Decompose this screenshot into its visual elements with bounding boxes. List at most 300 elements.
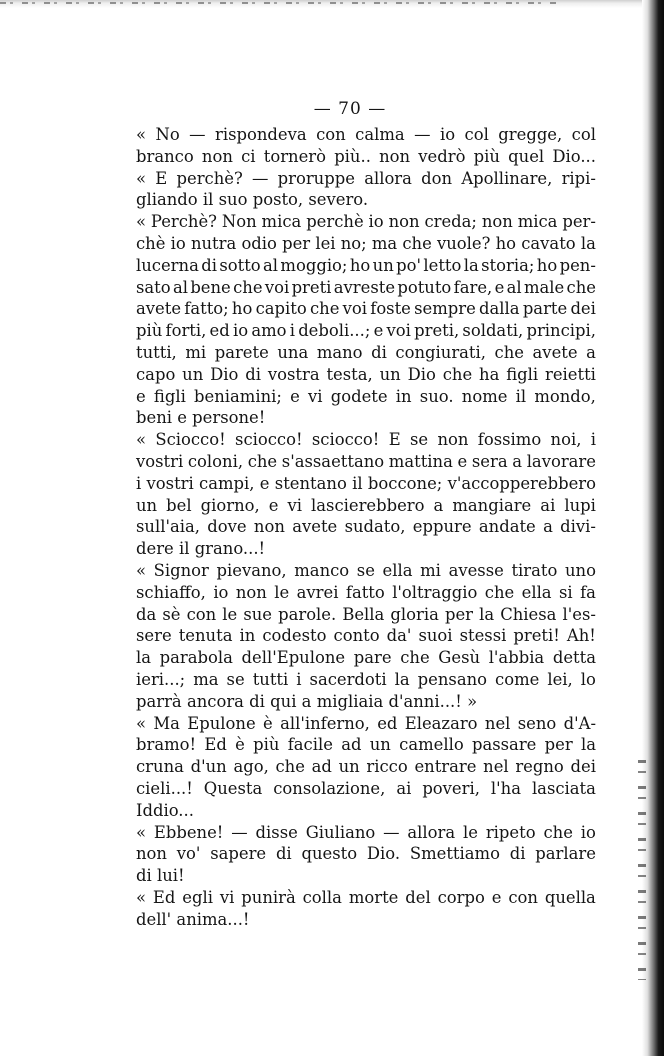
word: dell'Epulone	[241, 648, 346, 668]
word: entrare	[414, 757, 477, 777]
word: tenuta	[178, 626, 233, 646]
word: allora	[407, 822, 456, 842]
word: per	[444, 604, 473, 624]
word: Non	[221, 212, 257, 232]
text-line	[136, 189, 596, 211]
word: sè	[162, 604, 181, 624]
word: e	[268, 495, 279, 515]
word: in	[395, 386, 412, 406]
word: il	[202, 190, 214, 210]
text-line	[136, 124, 596, 146]
word: pare	[353, 648, 392, 668]
word: foste	[370, 299, 411, 319]
word: non	[201, 146, 233, 166]
word: consolazione,	[273, 778, 386, 798]
word: si	[559, 582, 573, 602]
text-line	[136, 298, 596, 320]
word: conto	[333, 626, 380, 646]
word: s'assaettano	[281, 451, 385, 471]
word: sere	[136, 626, 172, 646]
word: «	[136, 713, 147, 733]
word: ai	[396, 778, 412, 798]
word: non	[379, 146, 411, 166]
word: capito	[255, 299, 307, 319]
word: lascierebbero	[311, 495, 425, 515]
word: preti!	[513, 626, 560, 646]
word: parte	[522, 299, 568, 319]
word: col	[571, 125, 596, 144]
word: branco	[136, 146, 194, 166]
word: Dio.	[366, 844, 401, 864]
word: Signor	[153, 560, 209, 580]
word: lucerna	[136, 255, 199, 275]
text-line	[136, 451, 596, 473]
word: in	[239, 626, 256, 646]
word: perchè?	[176, 168, 243, 188]
word: che	[247, 451, 278, 471]
word: punirà	[241, 887, 296, 907]
word: gliando	[136, 190, 198, 210]
word: Ma	[153, 713, 180, 733]
word: non	[481, 212, 513, 232]
word: colla	[302, 887, 342, 907]
word: vo'	[176, 844, 201, 864]
word: mi	[420, 560, 441, 580]
word: l'oltraggio	[392, 582, 478, 602]
word: sacerdoti	[309, 669, 387, 689]
word: cieli...!	[136, 778, 193, 798]
word: l'es-	[562, 604, 596, 624]
word: io	[580, 822, 596, 842]
word: del	[405, 887, 431, 907]
word: regno	[515, 757, 564, 777]
page-number: — 70 —	[313, 99, 387, 119]
word: lei	[315, 233, 336, 253]
word: perchè	[306, 212, 364, 232]
word: che	[543, 822, 573, 842]
word: suo	[218, 190, 248, 210]
text-line	[136, 277, 596, 299]
word: Giuliano	[305, 822, 376, 842]
word: giorno,	[200, 495, 260, 515]
word: avrei	[296, 582, 339, 602]
word: i	[136, 473, 142, 493]
word: mondo,	[534, 386, 596, 406]
word: divi-	[560, 517, 596, 537]
word: non	[253, 517, 285, 537]
word: Sciocco!	[155, 430, 226, 450]
word: sato	[136, 277, 171, 297]
word: mattina	[388, 451, 453, 471]
word: grano...!	[194, 539, 266, 559]
word: lasciata	[531, 778, 596, 798]
word: ricco	[366, 757, 408, 777]
word: egli	[182, 887, 213, 907]
word: gregge,	[498, 125, 563, 144]
word: «	[136, 822, 147, 842]
word: la	[394, 669, 410, 689]
word: seno	[517, 713, 557, 733]
word: di	[249, 691, 265, 711]
word: Dio	[407, 364, 436, 384]
word: io	[170, 233, 186, 253]
word: eppure	[412, 517, 472, 537]
word: a	[586, 342, 596, 362]
word: non	[437, 430, 469, 450]
word: è	[263, 713, 273, 733]
word: che	[442, 364, 473, 384]
word: il	[352, 473, 363, 493]
word: pen-	[559, 255, 596, 275]
word: —	[231, 822, 248, 842]
word: d'un	[190, 757, 227, 777]
word: Ed	[152, 887, 176, 907]
word: le	[274, 582, 290, 602]
word: parabola	[159, 648, 233, 668]
word: di	[245, 364, 262, 384]
word: la	[479, 604, 495, 624]
word: ho	[231, 299, 253, 319]
text-line	[136, 429, 596, 451]
word: i	[289, 321, 295, 341]
word: un	[369, 735, 391, 755]
word: di	[275, 844, 292, 864]
word: e	[494, 277, 505, 297]
word: migliaia	[316, 691, 384, 711]
text-line	[136, 582, 596, 604]
word: Chiesa	[500, 604, 557, 624]
word: Iddio...	[136, 800, 194, 820]
word: suoi	[418, 626, 453, 646]
text-line	[136, 516, 596, 538]
word: lupi	[564, 495, 596, 515]
text-line	[136, 146, 596, 168]
word: dove	[207, 517, 247, 537]
word: Ah!	[566, 626, 596, 646]
word: un	[182, 364, 204, 384]
word: ed	[377, 713, 398, 733]
word: Gesù	[438, 648, 481, 668]
word: storia;	[481, 255, 535, 275]
word: beniamini;	[194, 386, 282, 406]
word: potuto	[397, 277, 452, 297]
word: parole.	[278, 604, 337, 624]
word: col	[464, 125, 489, 144]
word: anima...!	[176, 909, 250, 929]
word: Eleazaro	[404, 713, 478, 733]
word: fossimo	[477, 430, 542, 450]
word: e	[373, 321, 384, 341]
word: Smettiamo	[409, 844, 500, 864]
word: —	[414, 125, 431, 144]
word: andate	[478, 517, 536, 537]
word: stessi	[459, 626, 507, 646]
word: se	[410, 430, 429, 450]
word: al	[172, 277, 188, 297]
text-line	[136, 778, 596, 800]
word: avesse	[448, 560, 504, 580]
word: creda;	[424, 212, 477, 232]
text-line	[136, 691, 596, 713]
word: che	[494, 342, 524, 362]
word: io	[213, 582, 229, 602]
word: lui!	[156, 866, 185, 886]
word: passare	[471, 735, 537, 755]
word: ripeto	[485, 822, 536, 842]
word: nel	[484, 713, 511, 733]
text-line	[136, 233, 596, 255]
word: al	[506, 277, 522, 297]
word: Perchè?	[150, 212, 217, 232]
word: campi,	[199, 473, 255, 493]
word: suo.	[419, 386, 454, 406]
word: tutti	[252, 669, 289, 689]
word: vedrò	[418, 146, 466, 166]
word: vostri	[146, 473, 194, 493]
word: io	[368, 212, 384, 232]
word: e	[136, 386, 146, 406]
word: soldati,	[462, 321, 524, 341]
word: proruppe	[277, 168, 355, 188]
word: io	[232, 321, 249, 341]
word: che	[309, 299, 340, 319]
word: testa,	[326, 364, 373, 384]
word: coloni,	[187, 451, 244, 471]
word: ella	[382, 560, 413, 580]
word: sapere	[210, 844, 267, 864]
word: Epulone	[187, 713, 256, 733]
text-line	[136, 800, 596, 822]
word: parlare	[535, 844, 596, 864]
word: nutra	[190, 233, 237, 253]
word: i	[590, 430, 596, 450]
word: No	[155, 125, 180, 144]
word: lavorare	[526, 451, 596, 471]
word: detta	[552, 648, 596, 668]
text-line	[136, 604, 596, 626]
word: ad	[341, 735, 362, 755]
word: cruna	[136, 757, 184, 777]
text-line	[136, 168, 596, 190]
word: più	[473, 146, 500, 166]
word: e	[290, 386, 300, 406]
word: manco	[294, 560, 350, 580]
text-line	[136, 342, 596, 364]
text-line	[136, 560, 596, 582]
word: non	[136, 844, 167, 864]
word: questo	[301, 844, 358, 864]
word: da	[136, 604, 157, 624]
word: «	[136, 430, 147, 450]
word: pievano,	[216, 560, 287, 580]
word: capo	[136, 364, 176, 384]
word: fare,	[453, 277, 493, 297]
word: figli	[506, 364, 539, 384]
word: Bella	[342, 604, 385, 624]
word: preti	[291, 277, 332, 297]
text-line	[136, 909, 596, 931]
word: che	[275, 757, 305, 777]
word: chè	[136, 233, 166, 253]
word: non	[388, 212, 420, 232]
word: dei	[570, 757, 596, 777]
word: beni	[136, 408, 172, 428]
word: E	[388, 430, 401, 450]
word: d'anni...!	[388, 691, 462, 711]
word: ancora	[186, 691, 244, 711]
word: ho	[495, 233, 517, 253]
word: —	[189, 125, 206, 144]
word: sciocco!	[235, 430, 303, 450]
word: severo.	[308, 190, 369, 210]
word: un	[379, 364, 401, 384]
word: dere	[136, 539, 174, 559]
word: gloria	[390, 604, 439, 624]
word: una	[277, 342, 309, 362]
word: quel	[508, 146, 545, 166]
word: per-	[562, 212, 596, 232]
word: principi,	[526, 321, 596, 341]
word: e	[259, 473, 270, 493]
text-line	[136, 669, 596, 691]
word: quella	[544, 887, 596, 907]
word: avete	[292, 517, 338, 537]
word: poveri,	[422, 778, 480, 798]
word: ripi-	[561, 168, 596, 188]
word: ad	[311, 757, 332, 777]
word: le	[463, 822, 478, 842]
text-line	[136, 211, 596, 233]
word: che	[566, 277, 596, 297]
word: «	[136, 887, 147, 907]
word: mi	[185, 342, 207, 362]
text-line	[136, 538, 596, 560]
word: odio	[241, 233, 277, 253]
word: ma	[193, 669, 219, 689]
word: da'	[386, 626, 412, 646]
word: le	[222, 604, 238, 624]
word: e	[491, 887, 502, 907]
word: codesto	[262, 626, 327, 646]
word: persone!	[192, 408, 266, 428]
text-line	[136, 734, 596, 756]
word: «	[136, 125, 147, 144]
word: male	[523, 277, 565, 297]
word: i	[296, 669, 302, 689]
word: avreste	[333, 277, 396, 297]
word: sue	[243, 604, 272, 624]
text-line	[136, 647, 596, 669]
word: più	[253, 735, 280, 755]
scan-top-scratch	[0, 2, 560, 4]
word: a	[512, 451, 523, 471]
word: letto	[423, 255, 462, 275]
word: parrà	[136, 691, 182, 711]
word: dalla	[479, 299, 520, 319]
word: Ebbene!	[153, 822, 224, 842]
word: fatto;	[184, 299, 229, 319]
word: v'accopperebbero	[447, 473, 596, 493]
word: con	[186, 604, 217, 624]
word: Ed	[204, 735, 227, 755]
word: che	[402, 233, 432, 253]
word: mica	[261, 212, 302, 232]
word: corpo	[437, 887, 485, 907]
text-line	[136, 255, 596, 277]
word: avete	[532, 342, 578, 362]
word: che	[233, 277, 263, 297]
word: «	[136, 560, 147, 580]
word: ieri...;	[136, 669, 186, 689]
word: disse	[255, 822, 298, 842]
word: morte	[348, 887, 399, 907]
word: rispondeva	[215, 125, 307, 144]
word: che	[400, 648, 430, 668]
word: ha	[479, 364, 500, 384]
word: ago,	[233, 757, 269, 777]
word: a	[301, 691, 312, 711]
word: ed	[209, 321, 230, 341]
word: voi	[264, 277, 290, 297]
word: vi	[219, 887, 235, 907]
text-line	[136, 887, 596, 909]
text-line	[136, 713, 596, 735]
word: posto,	[252, 190, 304, 210]
word: noi,	[550, 430, 582, 450]
text-line	[136, 407, 596, 429]
text-line	[136, 364, 596, 386]
word: dei	[570, 299, 596, 319]
word: fatto	[345, 582, 385, 602]
word: un	[136, 495, 158, 515]
word: al	[263, 255, 279, 275]
word: la	[580, 233, 596, 253]
word: voi	[342, 299, 368, 319]
word: moggio;	[280, 255, 348, 275]
word: figli	[153, 386, 186, 406]
word: no;	[340, 233, 367, 253]
word: fa	[580, 582, 596, 602]
word: vi	[308, 386, 323, 406]
word: con	[508, 887, 538, 907]
word: io	[439, 125, 456, 144]
word: pensano	[417, 669, 488, 689]
word: vi	[287, 495, 302, 515]
word: parete	[214, 342, 269, 362]
word: a	[433, 495, 444, 515]
word: nome	[461, 386, 508, 406]
word: dell'	[136, 909, 172, 929]
word: —	[383, 822, 400, 842]
word: ella	[521, 582, 552, 602]
word: vostri	[136, 451, 184, 471]
body-text	[136, 124, 596, 930]
word: la	[580, 735, 596, 755]
word: congiurati,	[395, 342, 486, 362]
word: forti,	[165, 321, 207, 341]
word: amo	[251, 321, 287, 341]
word: cavato	[521, 233, 576, 253]
word: «	[136, 212, 147, 232]
word: »	[467, 691, 478, 711]
word: un	[338, 757, 360, 777]
word: preti,	[414, 321, 460, 341]
text-line	[136, 843, 596, 865]
word: Questa	[203, 778, 263, 798]
text-line	[136, 495, 596, 517]
text-line	[136, 625, 596, 647]
word: ho	[536, 255, 558, 275]
